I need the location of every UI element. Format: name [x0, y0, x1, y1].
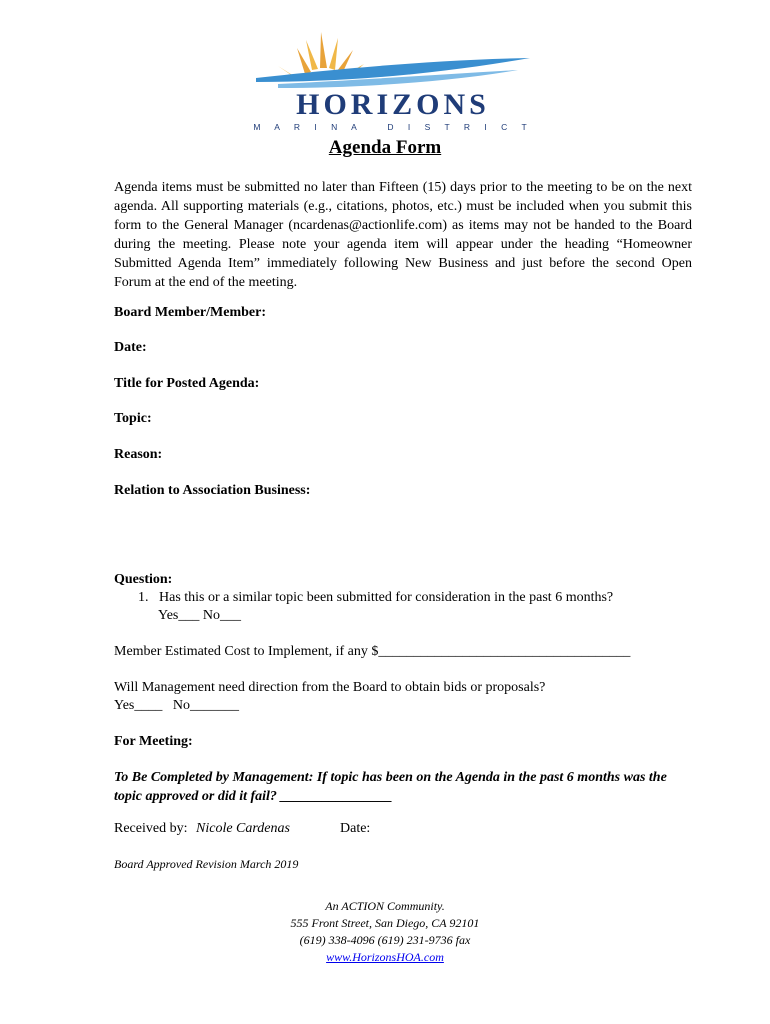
logo-wordmark: HORIZONS [296, 88, 490, 121]
horizons-marina-district-logo [248, 30, 538, 132]
page-title: Agenda Form [328, 137, 442, 158]
received-date-label: Date: [340, 821, 371, 836]
posted-title-label: Title for Posted Agenda: [114, 376, 260, 391]
reason-label: Reason: [114, 447, 163, 462]
management-direction-answer: Yes____ No_______ [114, 698, 239, 713]
question-answer: Yes___ No___ [158, 608, 241, 623]
intro-paragraph: Agenda items must be submitted no later than Fifteen (15) days prior to the meeting to be on the next agenda. All supporting materials (e.g., citations, photos, etc.) must be included when you submit this form to the General Manager (ncardenas@actionlife.com) as items may not be handed to the Board during the meeting. Please note your agenda item will appear under the heading “Homeowner Submitted Agenda Item” immediately following New Business and just before the second Open Forum at the end of the meeting. [114, 180, 692, 290]
logo-subtitle: M A R I N A D I S T R I C T [253, 122, 533, 132]
footer-website-link[interactable]: www.HorizonsHOA.com [326, 950, 444, 964]
topic-label: Topic: [114, 411, 152, 426]
member-label: Board Member/Member: [114, 305, 266, 320]
received-by-label: Received by: [114, 821, 188, 836]
cost-line: Member Estimated Cost to Implement, if any $____________________________________ [114, 644, 631, 659]
management-note: To Be Completed by Management: If topic has been on the Agenda in the past 6 months was the topic approved or did it fail? ________________ [114, 770, 667, 804]
question-item: 1. Has this or a similar topic been submitted for consideration in the past 6 months? [138, 590, 614, 605]
revision-note: Board Approved Revision March 2019 [114, 857, 299, 871]
management-direction-question: Will Management need direction from the Board to obtain bids or proposals? [114, 680, 546, 695]
footer-line1: An ACTION Community. [325, 899, 445, 913]
received-by-name: Nicole Cardenas [196, 821, 290, 836]
question-heading: Question: [114, 572, 173, 587]
footer [0, 898, 770, 966]
relation-label: Relation to Association Business: [114, 483, 311, 498]
date-label: Date: [114, 340, 147, 355]
footer-phone: (619) 338-4096 (619) 231-9736 fax [299, 933, 471, 947]
for-meeting-heading: For Meeting: [114, 734, 193, 749]
footer-address: 555 Front Street, San Diego, CA 92101 [290, 916, 480, 930]
